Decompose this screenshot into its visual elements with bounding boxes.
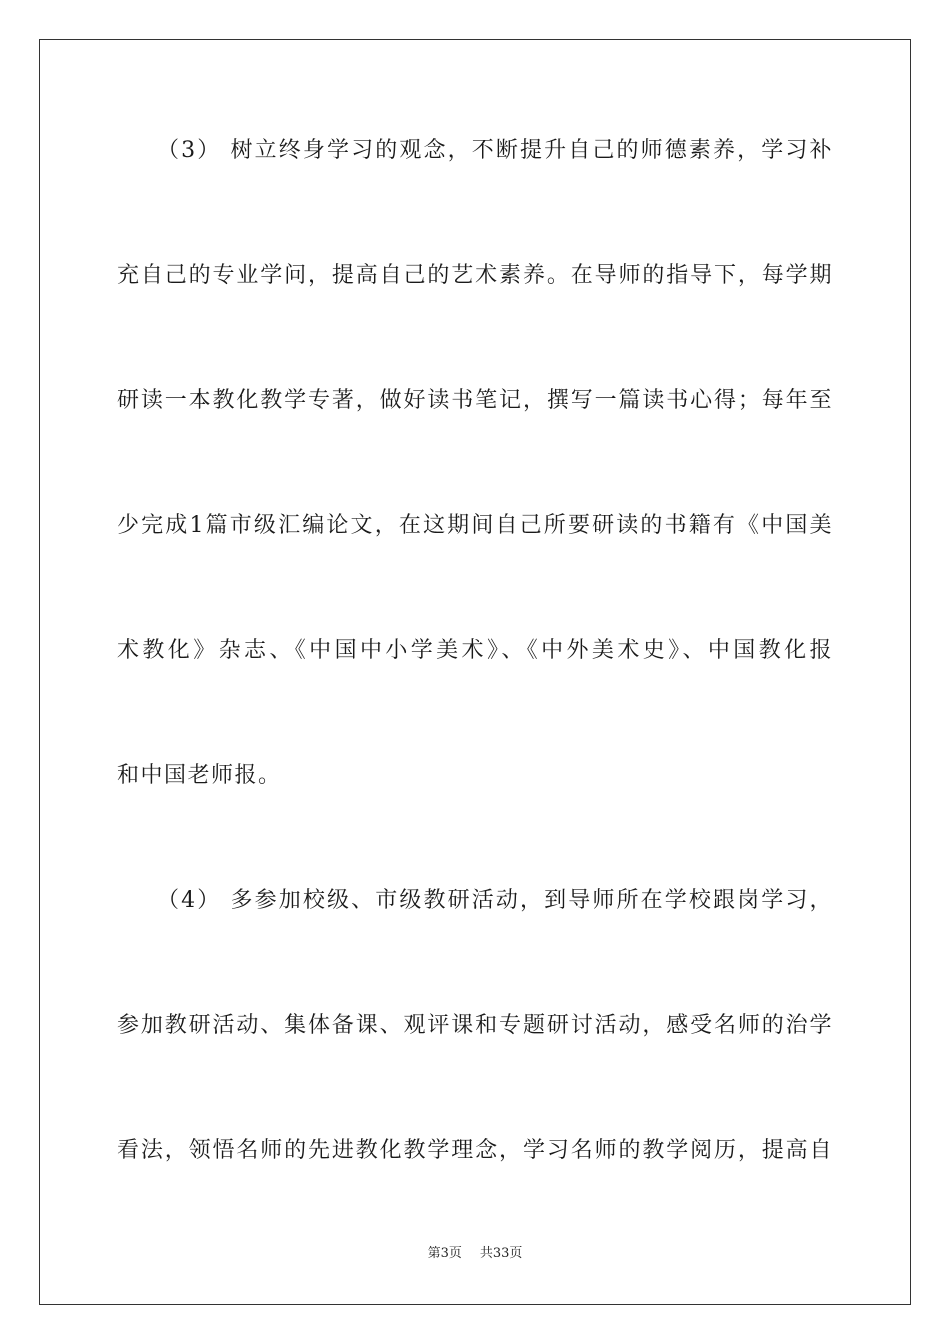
paragraph-4-line-2: 参加教研活动、集体备课、观评课和专题研讨活动，感受名师的治学 xyxy=(117,1013,833,1038)
paragraph-3-line-6: 和中国老师报。 xyxy=(117,763,282,788)
paragraph-4-line-3: 看法，领悟名师的先进教化教学理念，学习名师的教学阅历，提高自 xyxy=(117,1138,833,1163)
paragraph-3-line-3: 研读一本教化教学专著，做好读书笔记，撰写一篇读书心得；每年至 xyxy=(117,388,833,413)
paragraph-3-line-4: 少完成1篇市级汇编论文，在这期间自己所要研读的书籍有《中国美 xyxy=(117,513,833,538)
page-footer xyxy=(0,1245,950,1263)
paragraph-4-line-1: （4） 多参加校级、市级教研活动，到导师所在学校跟岗学习， xyxy=(157,888,833,913)
paragraph-3-line-2: 充自己的专业学问，提高自己的艺术素养。在导师的指导下，每学期 xyxy=(117,263,833,288)
page-border xyxy=(39,39,911,1305)
paragraph-3-line-5: 术教化》杂志、《中国中小学美术》、《中外美术史》、中国教化报 xyxy=(117,638,833,663)
total-pages: 共33页 xyxy=(479,1246,523,1261)
page-number: 第3页 xyxy=(427,1246,462,1261)
paragraph-3-line-1: （3） 树立终身学习的观念，不断提升自己的师德素养，学习补 xyxy=(157,138,833,163)
